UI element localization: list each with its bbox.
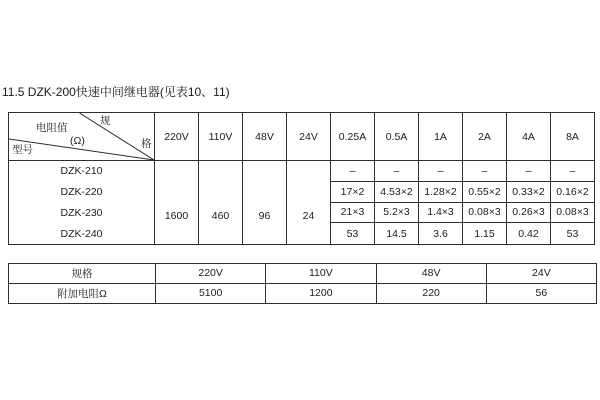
voltage-resistance-48v: 96 <box>242 161 286 244</box>
value-dzk-240-1a: 3.6 <box>418 223 462 244</box>
value-dzk-220-1a: 1.28×2 <box>418 182 462 203</box>
corner-label-resistance: 电阻值 <box>36 122 68 134</box>
value-dzk-230-2a: 0.08×3 <box>462 203 506 224</box>
model-column <box>9 161 154 244</box>
corner-label-ohm-unit: (Ω) <box>70 135 85 147</box>
value-dzk-230-0.25a: 21×3 <box>330 203 374 224</box>
value-dzk-210-2a: – <box>462 161 506 182</box>
col-header-0.25a: 0.25A <box>330 113 374 161</box>
voltage-resistance-110v: 460 <box>198 161 242 244</box>
col-header-110v: 110V <box>198 113 242 161</box>
value-dzk-220-2a: 0.55×2 <box>462 182 506 203</box>
voltage-resistance-220v: 1600 <box>154 161 198 244</box>
col-header-24v: 24V <box>286 113 330 161</box>
value-dzk-240-8a: 53 <box>550 223 594 244</box>
spec-header-220v: 220V <box>155 264 265 284</box>
value-dzk-230-8a: 0.08×3 <box>550 203 594 224</box>
col-header-48v: 48V <box>242 113 286 161</box>
spec-row-label: 规格 <box>9 264 155 284</box>
col-header-8a: 8A <box>550 113 594 161</box>
diagonal-header-cell <box>9 113 154 161</box>
value-dzk-240-0.5a: 14.5 <box>374 223 418 244</box>
row-label-dzk-230: DZK-230 <box>60 206 103 219</box>
spec-header-110v: 110V <box>265 264 375 284</box>
row-label-dzk-220: DZK-220 <box>60 186 103 199</box>
spec-header-24v: 24V <box>486 264 596 284</box>
spec-header-48v: 48V <box>376 264 486 284</box>
value-dzk-220-0.5a: 4.53×2 <box>374 182 418 203</box>
additional-resistance-label: 附加电阻Ω <box>57 287 107 300</box>
value-dzk-210-8a: – <box>550 161 594 182</box>
col-header-220v: 220V <box>154 113 198 161</box>
additional-resistance-table <box>8 263 597 304</box>
value-dzk-240-4a: 0.42 <box>506 223 550 244</box>
value-dzk-230-4a: 0.26×3 <box>506 203 550 224</box>
row-label-dzk-240: DZK-240 <box>60 227 103 240</box>
value-dzk-210-1a: – <box>418 161 462 182</box>
col-header-0.5a: 0.5A <box>374 113 418 161</box>
additional-resistance-value-220v: 5100 <box>155 284 265 304</box>
voltage-resistance-24v: 24 <box>286 161 330 244</box>
value-dzk-240-2a: 1.15 <box>462 223 506 244</box>
value-dzk-220-0.25a: 17×2 <box>330 182 374 203</box>
corner-label-spec-char2: 格 <box>141 138 152 150</box>
additional-resistance-value-48v: 220 <box>376 284 486 304</box>
value-dzk-230-0.5a: 5.2×3 <box>374 203 418 224</box>
value-dzk-210-0.25a: – <box>330 161 374 182</box>
value-dzk-230-1a: 1.4×3 <box>418 203 462 224</box>
col-header-4a: 4A <box>506 113 550 161</box>
value-dzk-220-4a: 0.33×2 <box>506 182 550 203</box>
col-header-2a: 2A <box>462 113 506 161</box>
value-dzk-240-0.25a: 53 <box>330 223 374 244</box>
resistance-table <box>8 112 595 245</box>
row-label-dzk-210: DZK-210 <box>60 165 103 178</box>
additional-resistance-value-24v: 56 <box>486 284 596 304</box>
value-dzk-210-0.5a: – <box>374 161 418 182</box>
corner-label-model: 型号 <box>12 144 33 156</box>
corner-label-spec-char1: 规 <box>100 115 111 127</box>
value-dzk-210-4a: – <box>506 161 550 182</box>
col-header-1a: 1A <box>418 113 462 161</box>
additional-resistance-value-110v: 1200 <box>265 284 375 304</box>
value-dzk-220-8a: 0.16×2 <box>550 182 594 203</box>
section-title: 11.5 DZK-200快速中间继电器(见表10、11) <box>2 85 230 99</box>
